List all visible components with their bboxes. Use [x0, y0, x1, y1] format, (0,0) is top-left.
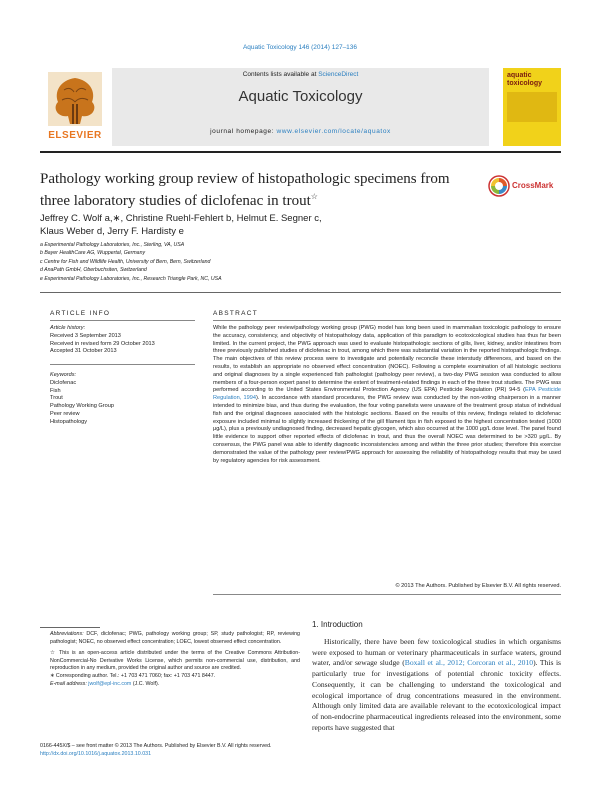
abbreviations-text: DCF, diclofenac; PWG, pathology working group; SP, study pathologist; RP, reviewing pathologist; NOEC, no observed effect concentration; LOEC, lowest observed effect concentration.	[50, 631, 300, 645]
article-title	[40, 170, 460, 210]
header-divider	[40, 151, 561, 153]
cover-word-toxicology: toxicology	[507, 80, 543, 87]
footnote-rule	[40, 627, 100, 628]
sciencedirect-link[interactable]: ScienceDirect	[318, 71, 359, 78]
journal-cover	[503, 68, 561, 146]
author-list	[40, 212, 510, 238]
open-access-note: ☆ This is an open-access article distributed under the terms of the Creative Commons Attribution-NonCommercial-No Derivative Works License, which permits non-commercial use, distribution, and reproduction in any medium, provided the original author and source are credited.	[50, 650, 300, 672]
journal-reference[interactable]: Aquatic Toxicology 146 (2014) 127–136	[242, 44, 358, 51]
abstract-citation-link[interactable]: EPA Pesticide Regulation, 1994	[213, 387, 561, 402]
bottom-publication-info	[40, 743, 440, 758]
email-link[interactable]: jwolf@epl-inc.com	[88, 680, 132, 687]
elsevier-logo	[40, 68, 110, 146]
keywords-rule	[50, 364, 195, 365]
abstract-part-1: While the pathology peer review/pathology working group (PWG) model has long been used in mammalian toxicologic pathology to ensure the accuracy, consistency, and objectivity of histopathology data, application of this paradigm to ecotoxicological studies has thus far been limited. In the current project, the PWG approach was used to evaluate histopathologic sections of gills, liver, kidney, and/or intestines from three previously published studies of diclofenac in trout, among which there was substantial variation in the reported histopathologic findings. The main objectives of this review process were to investigate and potentially reconcile these interstudy differences, and based on the results, to establish an appropriate no observed effect concentration (NOEC). Following a complete examination of all histologic sections and original diagnoses by a single experienced fish pathologist (pathology peer review), a two-day PWG session was conducted to allow members of a four-person expert panel to determine the extent of treatment-related findings in each of the three trout studies. The PWG was performed according to the United States Environmental Protection Agency (US EPA) Pesticide Regulation (PR) 94-5 (	[213, 325, 561, 394]
title-text: Pathology working group review of histopathologic specimens from three laboratory studies of diclofenac in trout	[40, 171, 450, 209]
homepage-line	[112, 128, 489, 135]
front-matter-divider	[40, 292, 561, 293]
affiliation-b: b Bayer HealthCare AG, Wuppertal, Germany	[40, 250, 146, 257]
email-suffix: (J.C. Wolf).	[131, 680, 160, 687]
corresponding-author-note: ∗ Corresponding author. Tel.: +1 703 471 7060; fax: +1 703 471 8447.	[50, 672, 216, 679]
title-footnote-mark[interactable]: ☆	[310, 192, 318, 201]
introduction-text	[312, 637, 561, 733]
revised-date: Received in revised form 29 October 2013	[50, 340, 155, 347]
abbreviations-label: Abbreviations:	[50, 631, 84, 637]
homepage-prefix: journal homepage:	[210, 128, 277, 135]
affiliation-a: a Experimental Pathology Laboratories, Inc., Sterling, VA, USA	[40, 242, 185, 248]
abstract-heading: ABSTRACT	[213, 310, 259, 317]
affiliation-d: d AnaPath GmbH, Oberbuchsiten, Switzerland	[40, 267, 147, 274]
crossmark-badge[interactable]	[488, 175, 556, 197]
email-label: E-mail address:	[50, 680, 89, 687]
abstract-part-2: ). In accordance with standard procedures, the PWG review was conducted by the non-voting chairperson in a manner intended to minimize bias, and thus during the evaluation, the four voting panelists were unaware of the treatment group status of individual fish and the original diagnoses associated with the histologic sections. Based on the results of this review, findings related to diclofenac exposure included minimal to slightly increased thickening of the gill filament tips in fish exposed to the highest concentration tested (1000 μg/L), plus a previously undiagnosed finding, decreased hepatic glycogen, which also occurred at the 1000 μg/L dose level. The panel found little evidence to support other reported effects of diclofenac in trout, and thus the overall NOEC was determined to be >320 μg/L. By consensus, the PWG panel was able to identify diagnostic inconsistencies among and within the three prior studies; therefore this exercise demonstrated the value of the pathology peer review/PWG approach for assessing the reliability of histopathology results that may be used by regulatory agencies for risk assessment.	[213, 395, 561, 464]
crossmark-icon	[488, 175, 510, 197]
footnotes	[50, 631, 300, 688]
contents-line	[112, 71, 489, 78]
cover-word-aquatic: aquatic	[507, 72, 532, 79]
article-history	[50, 325, 200, 356]
homepage-link[interactable]: www.elsevier.com/locate/aquatox	[276, 128, 391, 135]
email-note	[50, 681, 300, 689]
abbreviations-note	[50, 631, 300, 646]
article-info-rule	[50, 320, 195, 321]
doi-link[interactable]: http://dx.doi.org/10.1016/j.aquatox.2013.10.031	[40, 750, 152, 757]
abstract-text	[213, 325, 561, 465]
keyword-item: Diclofenac	[50, 379, 77, 386]
intro-part-1: Historically, there have been few toxicological studies in which organisms were exposed to human or veterinary pharmaceuticals in surface waters, ground water, and/or sewage sludge (	[312, 637, 561, 668]
authors-line-1: Jeffrey C. Wolf a,∗, Christine Ruehl-Fehlert b, Helmut E. Segner c,	[40, 213, 322, 224]
issn-line: 0166-445X/$ – see front matter © 2013 The Authors. Published by Elsevier B.V. All rights reserved.	[40, 743, 272, 749]
abstract-rule	[213, 320, 561, 321]
keyword-item: Trout	[50, 395, 63, 402]
keyword-item: Histopathology	[50, 418, 88, 425]
journal-title: Aquatic Toxicology	[238, 88, 363, 105]
keywords	[50, 372, 200, 427]
keyword-item: Pathology Working Group	[50, 403, 114, 410]
intro-citation-link[interactable]: Boxall et al., 2012; Corcoran et al., 2010	[404, 658, 534, 668]
contents-prefix: Contents lists available at	[242, 71, 319, 78]
keyword-item: Fish	[50, 387, 61, 394]
article-info-heading: ARTICLE INFO	[50, 310, 111, 317]
accepted-date: Accepted 31 October 2013	[50, 348, 117, 355]
keyword-item: Peer review	[50, 410, 80, 417]
introduction-heading: 1. Introduction	[312, 620, 363, 629]
elsevier-wordmark: ELSEVIER	[48, 130, 102, 141]
intro-part-2: ). This is particularly true for investigations of potential chronic toxicity effects. Consequently, it can be challenging to understand the toxicological and ecological importance of drug concentrations measured in the environment. Although only limited data are available relevant to the ecotoxicological impact of non-endocrine pharmaceutical ingredients released into the environment, some reports have suggested that	[312, 658, 562, 732]
history-label: Article history:	[50, 325, 86, 331]
cover-image	[507, 92, 557, 122]
affiliation-e: e Experimental Pathology Laboratories, Inc., Research Triangle Park, NC, USA	[40, 275, 222, 282]
affiliation-c: c Centre for Fish and Wildlife Health, University of Bern, Bern, Switzerland	[40, 258, 211, 265]
crossmark-label: CrossMark	[512, 181, 554, 190]
affiliations	[40, 241, 440, 283]
keywords-label: Keywords:	[50, 372, 77, 378]
copyright-line: © 2013 The Authors. Published by Elsevier B.V. All rights reserved.	[395, 583, 561, 589]
received-date: Received 3 September 2013	[50, 332, 121, 339]
authors-line-2: Klaus Weber d, Jerry F. Hardisty e	[40, 226, 184, 237]
abstract-bottom-rule	[213, 594, 561, 595]
